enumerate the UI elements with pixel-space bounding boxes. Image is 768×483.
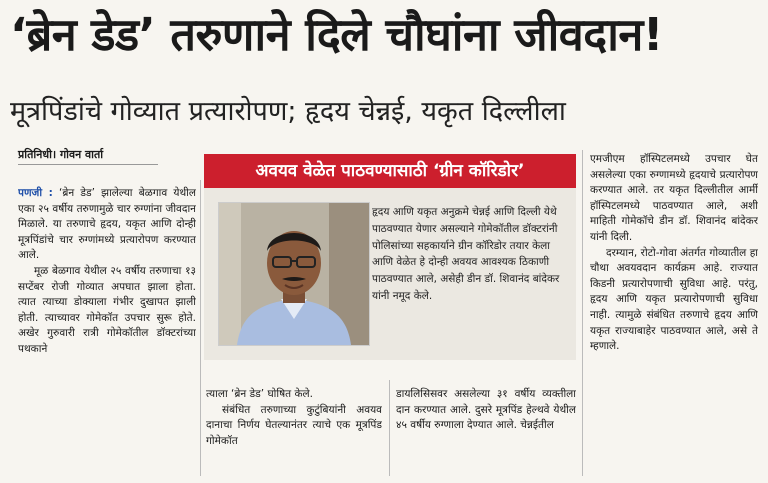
- person-portrait-image: [219, 203, 369, 345]
- paragraph-6: एमजीएम हॉस्पिटलमध्ये उपचार घेत असलेल्या एका रुग्णामध्ये हृदयाचे प्रत्यारोपण करण्यात आले. तर यकृत दिल्लीतील आर्मी हॉस्पिटलमध्ये पाठवण्यात आले, अशी माहिती गोमेकॉचे डीन डॉ. शिवानंद बांदेकर यांनी दिली.: [590, 153, 758, 243]
- paragraph-1-text: ‘ब्रेन डेड’ झालेल्या बेळगाव येथील एका २५ वर्षीय तरुणामुळे चार रुग्णांना जीवदान मिळाले. या तरुणाचे हृदय, यकृत आणि दोन्ही मूत्रपिंडांचे चार रुग्णांमध्ये प्रत्यारोपण करण्यात आले.: [18, 187, 196, 262]
- column-2: [206, 387, 382, 477]
- subheadline: मूत्रपिंडांचे गोव्यात प्रत्यारोपण; हृदय चेन्नई, यकृत दिल्लीला: [10, 96, 566, 127]
- person-photo: [218, 202, 370, 346]
- sidebar-box: [204, 154, 576, 360]
- column-divider: [582, 150, 583, 476]
- sidebar-banner: अवयव वेळेत पाठवण्यासाठी ‘ग्रीन कॉरिडोर’: [204, 154, 576, 188]
- headline: ‘ब्रेन डेड’ तरुणाने दिले चौघांना जीवदान!: [10, 8, 663, 61]
- paragraph-5: डायलिसिसवर असलेल्या ३१ वर्षीय व्यक्तीला दान करण्यात आले. दुसरे मूत्रपिंड हेल्थवे येथील ४५ वर्षीय रुग्णाला देण्यात आले. चेन्नईतील: [396, 388, 576, 432]
- sidebar-text: हृदय आणि यकृत अनुक्रमे चेन्नई आणि दिल्ली येथे पाठवण्यात येणार असल्याने गोमेकॉतील डॉक्टरांनी पोलिसांच्या सहकार्याने ग्रीन कॉरिडोर तयार केला आणि वेळेत हे दोन्ही अवयव आवश्यक ठिकाणी पाठवण्यात आले, असेही डीन डॉ. शिवानंद बांदेकर यांनी नमूद केले.: [372, 206, 560, 302]
- column-divider: [200, 180, 201, 476]
- dateline: पणजी :: [18, 187, 53, 199]
- paragraph-7: दरम्यान, रोटो-गोवा अंतर्गत गोव्यातील हा चौथा अवयवदान कार्यक्रम आहे. राज्यात किडनी प्रत्यारोपणाची सुविधा आहे. परंतु, हृदय आणि यकृत प्रत्यारोपणाची सुविधा नाही. त्यामुळे संबंधित तरुणाचे हृदय आणि यकृत राज्याबाहेर पाठवण्यात आले, असे ते म्हणाले.: [590, 246, 758, 353]
- paragraph-1: [18, 186, 196, 264]
- column-4: [590, 152, 758, 477]
- paragraph-3: त्याला ‘ब्रेन डेड’ घोषित केले.: [206, 388, 313, 400]
- column-3: [396, 387, 576, 477]
- column-1: [18, 186, 196, 476]
- byline-rule: [18, 164, 158, 165]
- column-divider: [389, 380, 390, 476]
- paragraph-4: संबंधित तरुणाच्या कुटुंबियांनी अवयव दानाचा निर्णय घेतल्यानंतर त्याचे एक मूत्रपिंड गोमेकॉत: [206, 403, 382, 447]
- paragraph-2: मूळ बेळगाव येथील २५ वर्षीय तरुणाचा १३ सप्टेंबर रोजी गोव्यात अपघात झाला होता. त्यात त्याच्या डोक्याला गंभीर दुखापत झाली होती. त्याच्यावर गोमेकॉत उपचार सुरू होते. अखेर गुरुवारी रात्री गोमेकॉतील डॉक्टरांच्या पथकाने: [18, 264, 196, 355]
- byline: प्रतिनिधी। गोवन वार्ता: [18, 148, 104, 161]
